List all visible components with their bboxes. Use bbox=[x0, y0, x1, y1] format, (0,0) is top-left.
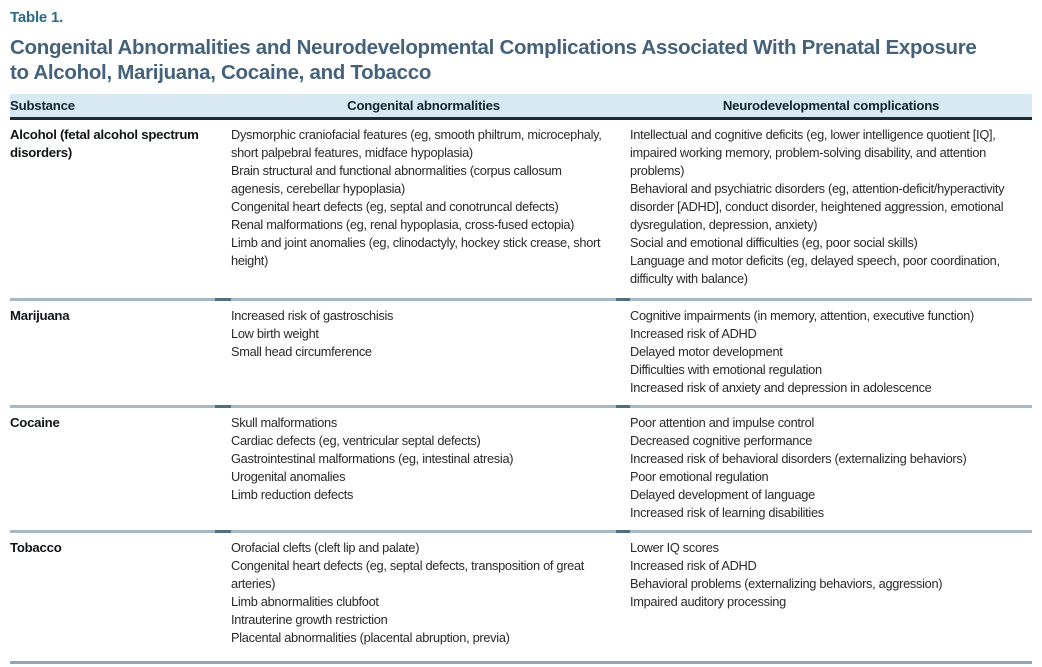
column-gutter bbox=[616, 94, 630, 117]
table-row-cocaine bbox=[10, 405, 1032, 530]
neurodevelopmental-complications-cell bbox=[630, 120, 1032, 298]
cell-entry: Delayed motor development bbox=[630, 344, 783, 359]
cell-entry: Decreased cognitive performance bbox=[630, 433, 813, 448]
table-label: Table 1. bbox=[10, 9, 64, 26]
cell-entry: Congenital heart defects (eg, septal defects, transposition of great arteries) bbox=[231, 558, 585, 591]
congenital-abnormalities-cell bbox=[231, 530, 616, 661]
table-row-tobacco bbox=[10, 530, 1032, 661]
column-gutter bbox=[215, 120, 231, 298]
cell-entry: Lower IQ scores bbox=[630, 540, 719, 555]
column-header-neurodevelopmental-complications: Neurodevelopmental complications bbox=[722, 98, 940, 113]
cell-entry: Intrauterine growth restriction bbox=[231, 612, 388, 627]
column-gutter bbox=[215, 530, 231, 661]
substance-cell: Cocaine bbox=[10, 405, 215, 530]
cell-entry: Low birth weight bbox=[231, 326, 319, 341]
cell-entry: Placental abnormalities (placental abruption, previa) bbox=[231, 630, 510, 645]
cell-entry: Small head circumference bbox=[231, 344, 372, 359]
cell-entry: Delayed development of language bbox=[630, 487, 815, 502]
column-gutter bbox=[616, 298, 630, 405]
cell-entry: Limb abnormalities clubfoot bbox=[231, 594, 379, 609]
cell-entry: Increased risk of anxiety and depression in adolescence bbox=[630, 380, 932, 395]
column-gutter bbox=[215, 94, 231, 117]
cell-entry: Increased risk of behavioral disorders (externalizing behaviors) bbox=[630, 451, 967, 466]
table-row-marijuana bbox=[10, 298, 1032, 405]
cell-entry: Language and motor deficits (eg, delayed speech, poor coordination, difficulty with balance) bbox=[630, 253, 1000, 286]
neurodevelopmental-complications-cell bbox=[630, 298, 1032, 405]
cell-entry: Renal malformations (eg, renal hypoplasia, cross-fused ectopia) bbox=[231, 217, 575, 232]
table-title-line-2: to Alcohol, Marijuana, Cocaine, and Tobacco bbox=[10, 61, 432, 84]
table-title-line-1: Congenital Abnormalities and Neurodevelopmental Complications Associated With Prenatal Exposure bbox=[10, 36, 977, 59]
cell-entry: Increased risk of ADHD bbox=[630, 326, 757, 341]
cell-entry: Limb reduction defects bbox=[231, 487, 354, 502]
substance-cell: Marijuana bbox=[10, 298, 215, 405]
column-gutter bbox=[215, 298, 231, 405]
cell-entry: Skull malformations bbox=[231, 415, 337, 430]
congenital-abnormalities-cell bbox=[231, 298, 616, 405]
cell-entry: Gastrointestinal malformations (eg, intestinal atresia) bbox=[231, 451, 514, 466]
cell-entry: Congenital heart defects (eg, septal and conotruncal defects) bbox=[231, 199, 559, 214]
substance-cell: Tobacco bbox=[10, 530, 215, 661]
cell-entry: Dysmorphic craniofacial features (eg, smooth philtrum, microcephaly, short palpebral features, midface hypoplasia) bbox=[231, 127, 602, 160]
cell-entry: Social and emotional difficulties (eg, poor social skills) bbox=[630, 235, 918, 250]
column-gutter bbox=[215, 405, 231, 530]
table-header-row bbox=[10, 94, 1032, 120]
column-header-substance: Substance bbox=[10, 98, 75, 113]
cell-entry: Increased risk of gastroschisis bbox=[231, 308, 394, 323]
neurodevelopmental-complications-cell bbox=[630, 405, 1032, 530]
exposure-table bbox=[10, 94, 1032, 664]
cell-entry: Poor emotional regulation bbox=[630, 469, 769, 484]
cell-entry: Increased risk of learning disabilities bbox=[630, 505, 824, 520]
cell-entry: Limb and joint anomalies (eg, clinodactyly, hockey stick crease, short height) bbox=[231, 235, 601, 268]
congenital-abnormalities-cell bbox=[231, 120, 616, 298]
cell-entry: Difficulties with emotional regulation bbox=[630, 362, 822, 377]
cell-entry: Impaired auditory processing bbox=[630, 594, 786, 609]
table-body bbox=[10, 120, 1032, 664]
table-row-alcohol bbox=[10, 120, 1032, 298]
cell-entry: Orofacial clefts (cleft lip and palate) bbox=[231, 540, 420, 555]
cell-entry: Behavioral and psychiatric disorders (eg, attention-deficit/hyperactivity disorder [ADHD], conduct disorder, heightened aggression, emotional dysregulation, depression, anxiety) bbox=[630, 181, 1005, 232]
cell-entry: Cognitive impairments (in memory, attention, executive function) bbox=[630, 308, 975, 323]
column-gutter bbox=[616, 530, 630, 661]
table-title bbox=[10, 35, 1032, 85]
cell-entry: Urogenital anomalies bbox=[231, 469, 346, 484]
cell-entry: Cardiac defects (eg, ventricular septal defects) bbox=[231, 433, 481, 448]
substance-cell: Alcohol (fetal alcohol spectrum disorders) bbox=[10, 127, 199, 160]
cell-entry: Increased risk of ADHD bbox=[630, 558, 757, 573]
column-header-congenital-abnormalities: Congenital abnormalities bbox=[347, 98, 500, 113]
cell-entry: Behavioral problems (externalizing behaviors, aggression) bbox=[630, 576, 943, 591]
column-gutter bbox=[616, 405, 630, 530]
cell-entry: Poor attention and impulse control bbox=[630, 415, 815, 430]
cell-entry: Brain structural and functional abnormalities (corpus callosum agenesis, cerebellar hypoplasia) bbox=[231, 163, 562, 196]
neurodevelopmental-complications-cell bbox=[630, 530, 1032, 661]
cell-entry: Intellectual and cognitive deficits (eg, lower intelligence quotient [IQ], impaired working memory, problem-solving disability, and attention problems) bbox=[630, 127, 996, 178]
column-gutter bbox=[616, 120, 630, 298]
congenital-abnormalities-cell bbox=[231, 405, 616, 530]
